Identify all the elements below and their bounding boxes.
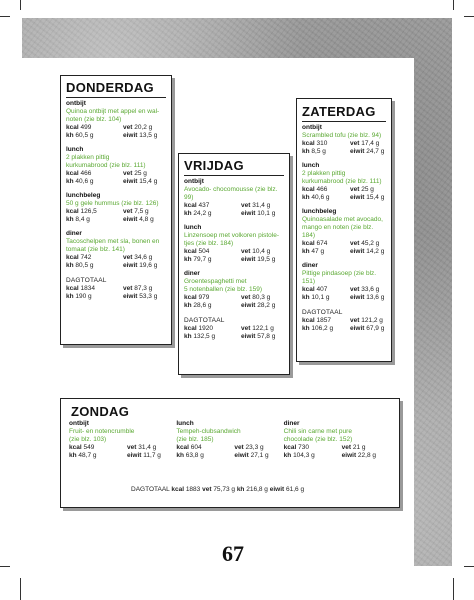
kcal-label: kcal: [66, 124, 79, 131]
kh-value: 28,6 g: [193, 302, 212, 309]
kcal-label: kcal: [302, 240, 315, 247]
vet-label: vet: [350, 140, 360, 147]
meal-description: Fruit- en notencrumble: [69, 428, 135, 435]
vrijdag-box: [178, 153, 290, 375]
page-number: 67: [222, 541, 244, 566]
dagtotaal-label: DAGTOTAAL: [131, 486, 170, 493]
vet-value: 20,2 g: [134, 124, 153, 131]
crop-mark: [20, 0, 21, 10]
eiwit-value: 61,6 g: [285, 486, 305, 493]
kcal-value: 1920: [198, 325, 213, 332]
vet-label: vet: [234, 444, 244, 451]
eiwit-label: eiwit: [350, 194, 365, 201]
meal-label: ontbijt: [69, 420, 89, 427]
kh-label: kh: [66, 262, 74, 269]
kcal-value: 979: [198, 294, 210, 301]
meal-label: ontbijt: [184, 178, 204, 185]
kcal-value: 126,5: [80, 208, 97, 215]
kcal-label: kcal: [302, 186, 315, 193]
vet-value: 34,6 g: [134, 254, 153, 261]
kh-label: kh: [236, 486, 245, 493]
kh-label: kh: [66, 293, 74, 300]
meal-description: 50 g gele hummus (zie blz. 126): [66, 200, 159, 207]
crop-mark: [453, 578, 454, 600]
vet-value: 121,2 g: [361, 317, 383, 324]
day-title: ZONDAG: [71, 404, 130, 419]
meal-description: kurkumabrood (zie blz. 111): [66, 162, 146, 169]
kh-label: kh: [184, 302, 192, 309]
kcal-label: kcal: [302, 140, 315, 147]
vet-label: vet: [127, 444, 137, 451]
eiwit-label: eiwit: [123, 262, 138, 269]
kcal-label: kcal: [66, 208, 79, 215]
kcal-value: 310: [316, 140, 328, 147]
kh-value: 24,2 g: [193, 210, 212, 217]
day-title: VRIJDAG: [184, 158, 244, 173]
meal-description: 5 notenballen (zie blz. 159): [184, 286, 263, 293]
eiwit-value: 15,4 g: [366, 194, 385, 201]
kh-label: kh: [184, 210, 192, 217]
eiwit-value: 11,7 g: [143, 452, 161, 459]
vet-value: 87,3 g: [134, 285, 153, 292]
vet-label: vet: [350, 240, 360, 247]
eiwit-label: eiwit: [241, 210, 256, 217]
kcal-value: 1834: [80, 285, 95, 292]
vet-label: vet: [123, 254, 133, 261]
day-title: DONDERDAG: [66, 80, 154, 95]
meal-label: ontbijt: [66, 100, 86, 107]
vet-label: vet: [350, 317, 360, 324]
eiwit-label: eiwit: [241, 302, 256, 309]
meal-description: chocolade (zie blz. 152): [283, 436, 353, 443]
meal-description: Quinoasalade met avocado,: [302, 216, 383, 223]
kh-label: kh: [184, 333, 192, 340]
meal-label: diner: [66, 230, 82, 237]
kh-value: 48,7 g: [78, 452, 97, 459]
meal-description: mango en noten (zie blz. 184): [302, 224, 374, 239]
crop-mark: [0, 16, 10, 17]
kcal-label: kcal: [69, 444, 82, 451]
kh-value: 40,6 g: [75, 178, 94, 185]
donderdag-box: [60, 75, 172, 345]
eiwit-value: 22,8 g: [357, 452, 376, 459]
kcal-label: kcal: [302, 317, 315, 324]
vet-value: 25 g: [134, 170, 147, 177]
vet-value: 31,4 g: [252, 202, 271, 209]
eiwit-value: 19,5 g: [257, 256, 276, 263]
kcal-value: 1883: [185, 486, 201, 493]
crop-mark: [20, 578, 21, 600]
kcal-value: 549: [83, 444, 95, 451]
kcal-value: 407: [316, 286, 328, 293]
kcal-label: kcal: [184, 294, 197, 301]
kcal-value: 674: [316, 240, 328, 247]
dagtotaal-label: DAGTOTAAL: [302, 309, 343, 316]
vet-value: 23,3 g: [245, 444, 264, 451]
kcal-label: kcal: [66, 170, 79, 177]
eiwit-value: 4,8 g: [139, 216, 154, 223]
kh-label: kh: [184, 256, 192, 263]
eiwit-value: 57,8 g: [257, 333, 276, 340]
meal-label: lunchbeleg: [302, 208, 337, 215]
vet-label: vet: [241, 325, 251, 332]
kh-value: 106,2 g: [311, 325, 334, 332]
kh-label: kh: [69, 452, 77, 459]
meal-label: lunch: [176, 420, 194, 427]
vet-label: vet: [123, 285, 133, 292]
vet-value: 17,4 g: [361, 140, 380, 147]
meal-description: (zie blz. 103): [69, 436, 107, 443]
kh-value: 8,5 g: [311, 148, 326, 155]
eiwit-label: eiwit: [241, 256, 256, 263]
eiwit-label: eiwit: [350, 148, 365, 155]
kh-label: kh: [66, 216, 74, 223]
vet-label: vet: [123, 170, 133, 177]
eiwit-label: eiwit: [234, 452, 249, 459]
eiwit-value: 24,7 g: [366, 148, 385, 155]
eiwit-label: eiwit: [350, 248, 365, 255]
meal-description: noten (zie blz. 104): [66, 116, 122, 123]
meal-description: Tempeh-clubsandwich: [176, 428, 241, 435]
eiwit-value: 13,6 g: [366, 294, 385, 301]
kcal-value: 730: [298, 444, 309, 451]
kh-value: 132,5 g: [193, 333, 216, 340]
kh-label: kh: [176, 452, 184, 459]
meal-description: Groentespaghetti met: [184, 278, 247, 285]
vet-value: 45,2 g: [361, 240, 380, 247]
meal-label: lunch: [302, 162, 320, 169]
meal-description: Pittige pindasoep (zie blz. 151): [302, 270, 377, 285]
kcal-value: 1857: [316, 317, 331, 324]
meal-label: lunch: [184, 224, 202, 231]
kh-value: 60,5 g: [75, 132, 94, 139]
crop-mark: [453, 0, 454, 10]
zaterdag-box: [296, 98, 392, 362]
kh-label: kh: [302, 294, 310, 301]
kh-label: kh: [66, 132, 74, 139]
eiwit-label: eiwit: [123, 178, 138, 185]
kh-label: kh: [66, 178, 74, 185]
meal-description: Quinoa ontbijt met appel en wal-: [66, 108, 160, 115]
vet-value: 122,1 g: [252, 325, 274, 332]
eiwit-label: eiwit: [241, 333, 256, 340]
dagtotaal-label: DAGTOTAAL: [184, 317, 225, 324]
crop-mark: [0, 566, 10, 567]
kcal-label: kcal: [66, 254, 79, 261]
eiwit-value: 53,3 g: [139, 293, 158, 300]
kcal-value: 466: [80, 170, 92, 177]
meal-description: 2 plakken pittig: [66, 154, 110, 161]
vet-label: vet: [350, 186, 360, 193]
kcal-value: 604: [190, 444, 202, 451]
kh-value: 190 g: [75, 293, 92, 300]
crop-mark: [464, 566, 474, 567]
meal-description: Avocado- chocomousse (zie blz.: [184, 186, 278, 193]
zondag-meal-column: [176, 420, 283, 460]
eiwit-value: 19,6 g: [139, 262, 158, 269]
meal-description: Tacoschelpen met sla, bonen en: [66, 238, 160, 245]
vet-value: 7,5 g: [134, 208, 149, 215]
vet-value: 33,6 g: [361, 286, 380, 293]
vet-label: vet: [123, 124, 133, 131]
kcal-value: 437: [198, 202, 210, 209]
meal-description: 2 plakken pittig: [302, 170, 346, 177]
kh-value: 8,4 g: [75, 216, 90, 223]
eiwit-value: 27,1 g: [250, 452, 269, 459]
eiwit-label: eiwit: [350, 294, 365, 301]
zondag-meal-column: [69, 420, 176, 460]
eiwit-label: eiwit: [127, 452, 142, 459]
meal-description: Linzensoep met volkoren pistole-: [184, 232, 280, 239]
vet-label: vet: [202, 486, 212, 493]
kcal-value: 504: [198, 248, 210, 255]
kcal-label: kcal: [171, 486, 184, 493]
kh-label: kh: [302, 148, 310, 155]
vet-label: vet: [350, 286, 360, 293]
meal-description: kurkumabrood (zie blz. 111): [302, 178, 382, 185]
meal-description: tomaat (zie blz. 141): [66, 246, 125, 253]
eiwit-value: 15,4 g: [139, 178, 158, 185]
vet-value: 75,73 g: [213, 486, 235, 493]
day-title: ZATERDAG: [302, 104, 376, 119]
meal-description: tjes (zie blz. 184): [184, 240, 234, 247]
eiwit-label: eiwit: [123, 132, 138, 139]
kh-value: 47 g: [311, 248, 325, 255]
kh-value: 104,3 g: [293, 452, 315, 459]
kcal-label: kcal: [176, 444, 189, 451]
vet-value: 31,4 g: [138, 444, 157, 451]
meal-label: ontbijt: [302, 124, 322, 131]
kcal-label: kcal: [184, 202, 197, 209]
meal-label: lunch: [66, 146, 84, 153]
kcal-label: kcal: [302, 286, 315, 293]
kh-value: 63,8 g: [185, 452, 204, 459]
meal-description: 99): [184, 194, 194, 201]
vet-label: vet: [123, 208, 133, 215]
meal-description: Scrambled tofu (zie blz. 94): [302, 132, 382, 139]
eiwit-label: eiwit: [269, 486, 285, 493]
dagtotaal-label: DAGTOTAAL: [66, 277, 107, 284]
kh-value: 10,1 g: [311, 294, 330, 301]
crop-mark: [464, 16, 474, 17]
kcal-value: 499: [80, 124, 92, 131]
eiwit-value: 67,9 g: [366, 325, 385, 332]
meal-label: lunchbeleg: [66, 192, 101, 199]
kcal-label: kcal: [184, 248, 197, 255]
meal-label: diner: [302, 262, 318, 269]
meal-label: diner: [184, 270, 200, 277]
kh-label: kh: [302, 194, 310, 201]
vet-label: vet: [341, 444, 352, 451]
zondag-dagtotaal-line: [131, 486, 304, 493]
eiwit-label: eiwit: [341, 452, 357, 459]
kh-value: 40,6 g: [311, 194, 330, 201]
eiwit-value: 10,1 g: [257, 210, 276, 217]
kcal-value: 742: [80, 254, 92, 261]
kcal-label: kcal: [283, 444, 297, 451]
kh-label: kh: [283, 452, 292, 459]
eiwit-label: eiwit: [123, 293, 138, 300]
zondag-meal-column: [284, 420, 391, 460]
kh-value: 216,8 g: [246, 486, 268, 493]
vet-value: 10,4 g: [252, 248, 271, 255]
meal-label: diner: [283, 420, 300, 427]
vet-value: 80,3 g: [252, 294, 271, 301]
kh-label: kh: [302, 325, 310, 332]
kcal-label: kcal: [66, 285, 79, 292]
kh-value: 79,7 g: [193, 256, 212, 263]
vet-label: vet: [241, 294, 251, 301]
kh-label: kh: [302, 248, 310, 255]
eiwit-value: 13,5 g: [139, 132, 158, 139]
eiwit-label: eiwit: [123, 216, 138, 223]
vet-value: 21 g: [352, 444, 366, 451]
vet-value: 25 g: [361, 186, 374, 193]
vet-label: vet: [241, 202, 251, 209]
meal-description: (zie blz. 185): [176, 436, 214, 443]
kcal-value: 466: [316, 186, 328, 193]
vet-label: vet: [241, 248, 251, 255]
kcal-label: kcal: [184, 325, 197, 332]
eiwit-value: 28,2 g: [257, 302, 276, 309]
meal-description: Chili sin carne met pure: [283, 428, 352, 435]
kh-value: 80,5 g: [75, 262, 94, 269]
eiwit-label: eiwit: [350, 325, 365, 332]
eiwit-value: 14,2 g: [366, 248, 385, 255]
